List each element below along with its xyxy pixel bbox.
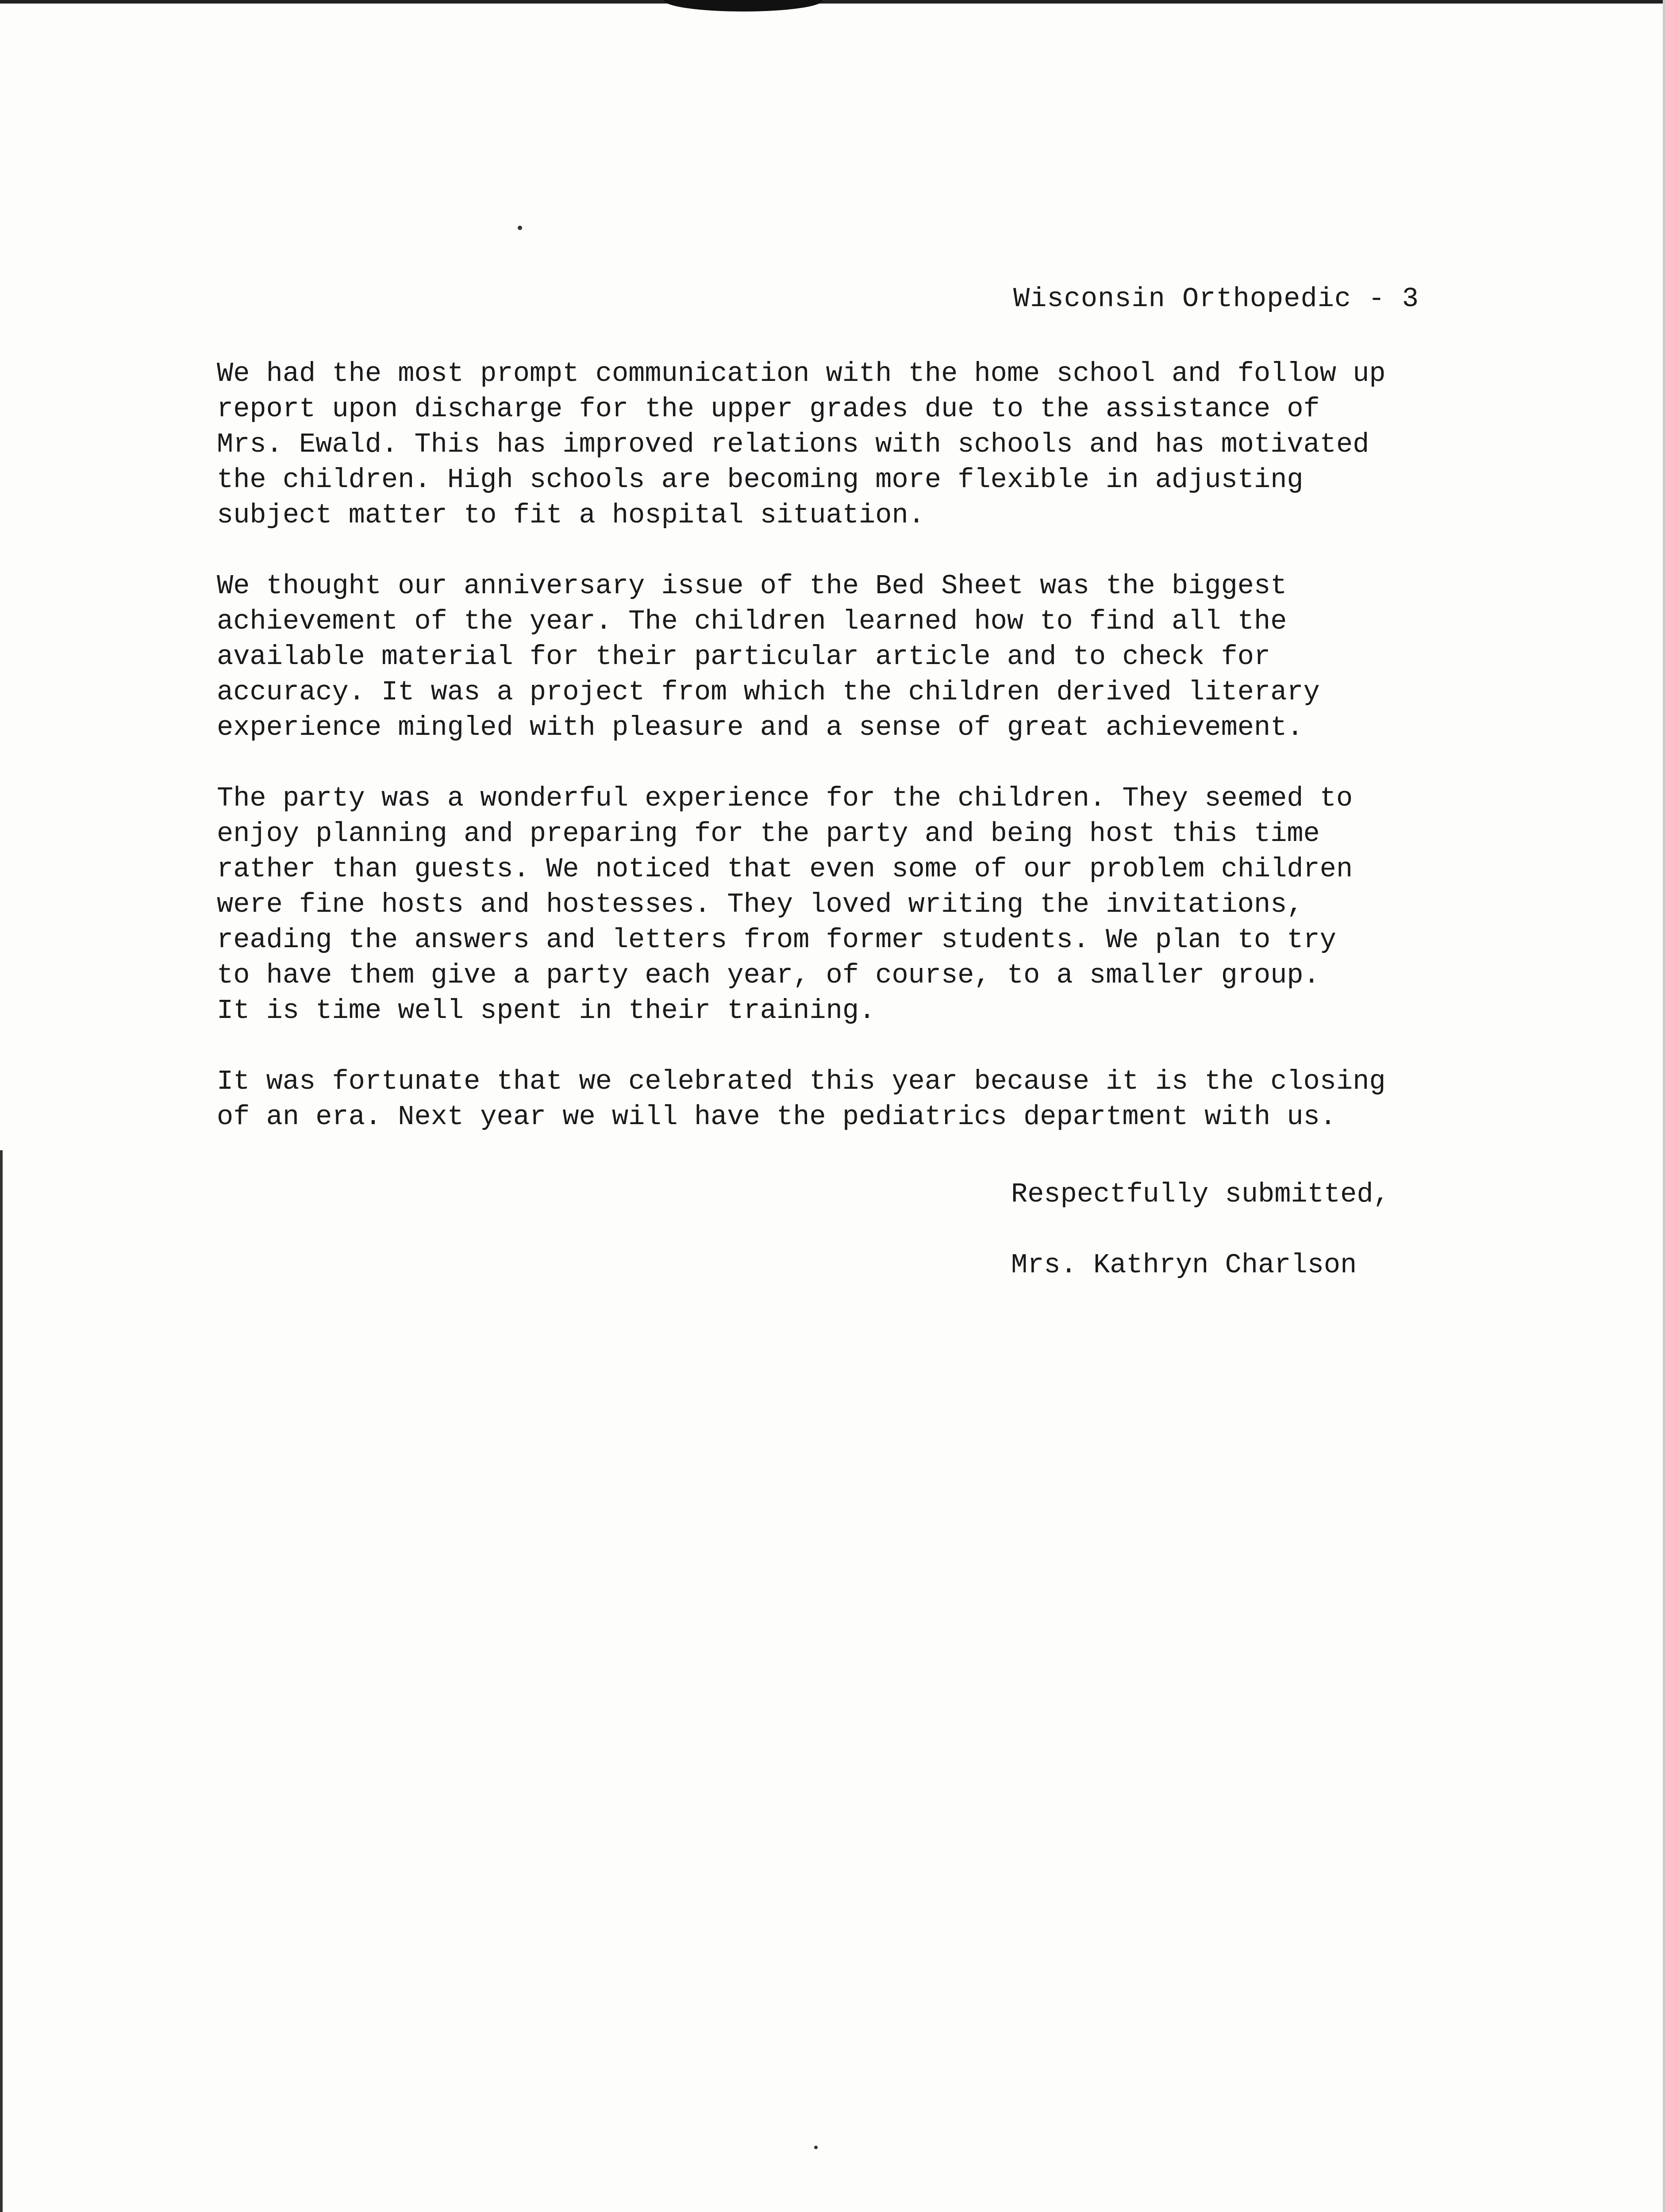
text-line: the children. High schools are becoming more flexible in adjusting xyxy=(217,464,1304,495)
text-line: were fine hosts and hostesses. They loved writing the invitations, xyxy=(217,889,1304,920)
scan-speck xyxy=(518,226,522,230)
text-line: reading the answers and letters from former students. We plan to try xyxy=(217,924,1337,956)
text-line: enjoy planning and preparing for the party and being host this time xyxy=(217,818,1320,849)
text-line: experience mingled with pleasure and a sense of great achievement. xyxy=(217,712,1304,743)
text-line: accuracy. It was a project from which the children derived literary xyxy=(217,676,1320,708)
text-line: subject matter to fit a hospital situation. xyxy=(217,499,925,531)
text-line: We had the most prompt communication with the home school and follow up xyxy=(217,358,1386,389)
paragraph-3 xyxy=(217,781,1491,1029)
text-line: It was fortunate that we celebrated this year because it is the closing xyxy=(217,1066,1386,1097)
scan-top-border xyxy=(0,0,1665,4)
text-line: We thought our anniversary issue of the Bed Sheet was the biggest xyxy=(217,570,1287,602)
scan-smudge xyxy=(664,0,823,12)
scan-left-edge xyxy=(0,1150,3,2212)
paragraph-1 xyxy=(217,356,1491,533)
scan-right-edge xyxy=(1663,0,1665,2212)
signature-name: Mrs. Kathryn Charlson xyxy=(1011,1249,1357,1281)
closing-salutation: Respectfully submitted, xyxy=(1011,1179,1390,1210)
text-line: The party was a wonderful experience for the children. They seemed to xyxy=(217,783,1353,814)
page-header: Wisconsin Orthopedic - 3 xyxy=(1013,283,1419,315)
text-line: available material for their particular article and to check for xyxy=(217,641,1271,672)
scan-speck xyxy=(814,2146,818,2149)
paragraph-2 xyxy=(217,568,1491,745)
paragraph-4 xyxy=(217,1064,1491,1135)
text-line: It is time well spent in their training. xyxy=(217,995,876,1026)
text-line: achievement of the year. The children learned how to find all the xyxy=(217,606,1287,637)
letter-body xyxy=(217,356,1491,1170)
text-line: Mrs. Ewald. This has improved relations with schools and has motivated xyxy=(217,429,1369,460)
text-line: report upon discharge for the upper grades due to the assistance of xyxy=(217,393,1320,425)
text-line: to have them give a party each year, of course, to a smaller group. xyxy=(217,960,1320,991)
letter-closing xyxy=(1011,1177,1390,1283)
text-line: of an era. Next year we will have the pediatrics department with us. xyxy=(217,1101,1337,1133)
text-line: rather than guests. We noticed that even some of our problem children xyxy=(217,853,1353,885)
